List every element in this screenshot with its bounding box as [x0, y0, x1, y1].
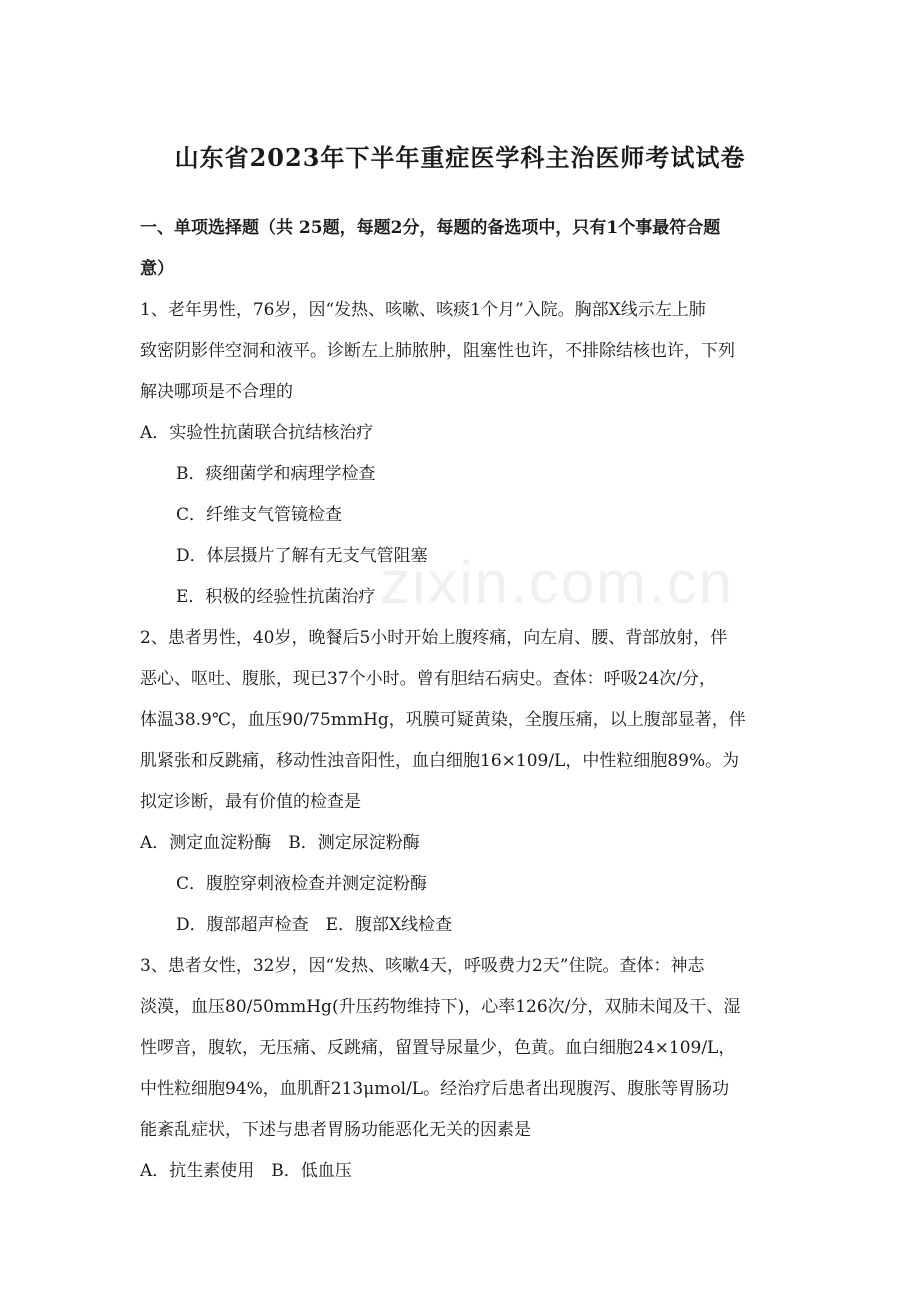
question-2-line4: 肌紧张和反跳痛，移动性浊音阳性，血白细胞16×109/L，中性粒细胞89%。为	[140, 751, 740, 771]
question-2-line5: 拟定诊断，最有价值的检查是	[140, 792, 361, 812]
question-1-option-d: D．体层摄片了解有无支气管阻塞	[176, 546, 428, 566]
section-heading-line2: 意）	[140, 259, 174, 279]
question-1-line3: 解决哪项是不合理的	[140, 382, 293, 402]
question-2-line1: 2、患者男性，40岁，晚餐后5小时开始上腹疼痛，向左肩、腰、背部放射，伴	[140, 628, 728, 648]
question-2-line2: 恶心、呕吐、腹胀，现已37个小时。曾有胆结石病史。查体：呼吸24次/分，	[140, 669, 716, 689]
question-1-line2: 致密阴影伴空洞和液平。诊断左上肺脓肿，阻塞性也许，不排除结核也许，下列	[140, 341, 735, 361]
question-3-line4: 中性粒细胞94%，血肌酐213μmol/L。经治疗后患者出现腹泻、腹胀等胃肠功	[140, 1079, 730, 1099]
question-1-line1: 1、老年男性，76岁，因“发热、咳嗽、咳痰1个月”入院。胸部X线示左上肺	[140, 300, 706, 320]
section-heading-line1: 一、单项选择题（共 25题，每题2分，每题的备选项中，只有1个事最符合题	[140, 218, 721, 238]
question-1-option-e: E．积极的经验性抗菌治疗	[176, 587, 376, 607]
question-3-line5: 能紊乱症状，下述与患者胃肠功能恶化无关的因素是	[140, 1120, 531, 1140]
question-2-option-c: C．腹腔穿刺液检查并测定淀粉酶	[176, 874, 428, 894]
question-3-options-ab: A．抗生素使用 B．低血压	[140, 1161, 352, 1181]
question-3-line3: 性啰音，腹软，无压痛、反跳痛，留置导尿量少，色黄。血白细胞24×109/L，	[140, 1038, 736, 1058]
page-title: 山东省2023年下半年重症医学科主治医师考试试卷	[174, 143, 746, 172]
question-1-option-a: A．实验性抗菌联合抗结核治疗	[140, 423, 374, 443]
question-3-line1: 3、患者女性，32岁，因“发热、咳嗽4天，呼吸费力2天”住院。查体：神志	[140, 956, 705, 976]
question-2-line3: 体温38.9℃，血压90/75mmHg，巩膜可疑黄染，全腹压痛，以上腹部显著，伴	[140, 710, 746, 730]
question-3-line2: 淡漠，血压80/50mmHg(升压药物维持下)，心率126次/分，双肺未闻及干、湿	[140, 997, 741, 1017]
watermark: zixin.com.cn	[380, 549, 735, 616]
question-2-options-de: D．腹部超声检查 E．腹部X线检查	[176, 915, 453, 935]
question-1-option-b: B．痰细菌学和病理学检查	[176, 464, 376, 484]
question-2-options-ab: A．测定血淀粉酶 B．测定尿淀粉酶	[140, 833, 420, 853]
question-1-option-c: C．纤维支气管镜检查	[176, 505, 343, 525]
